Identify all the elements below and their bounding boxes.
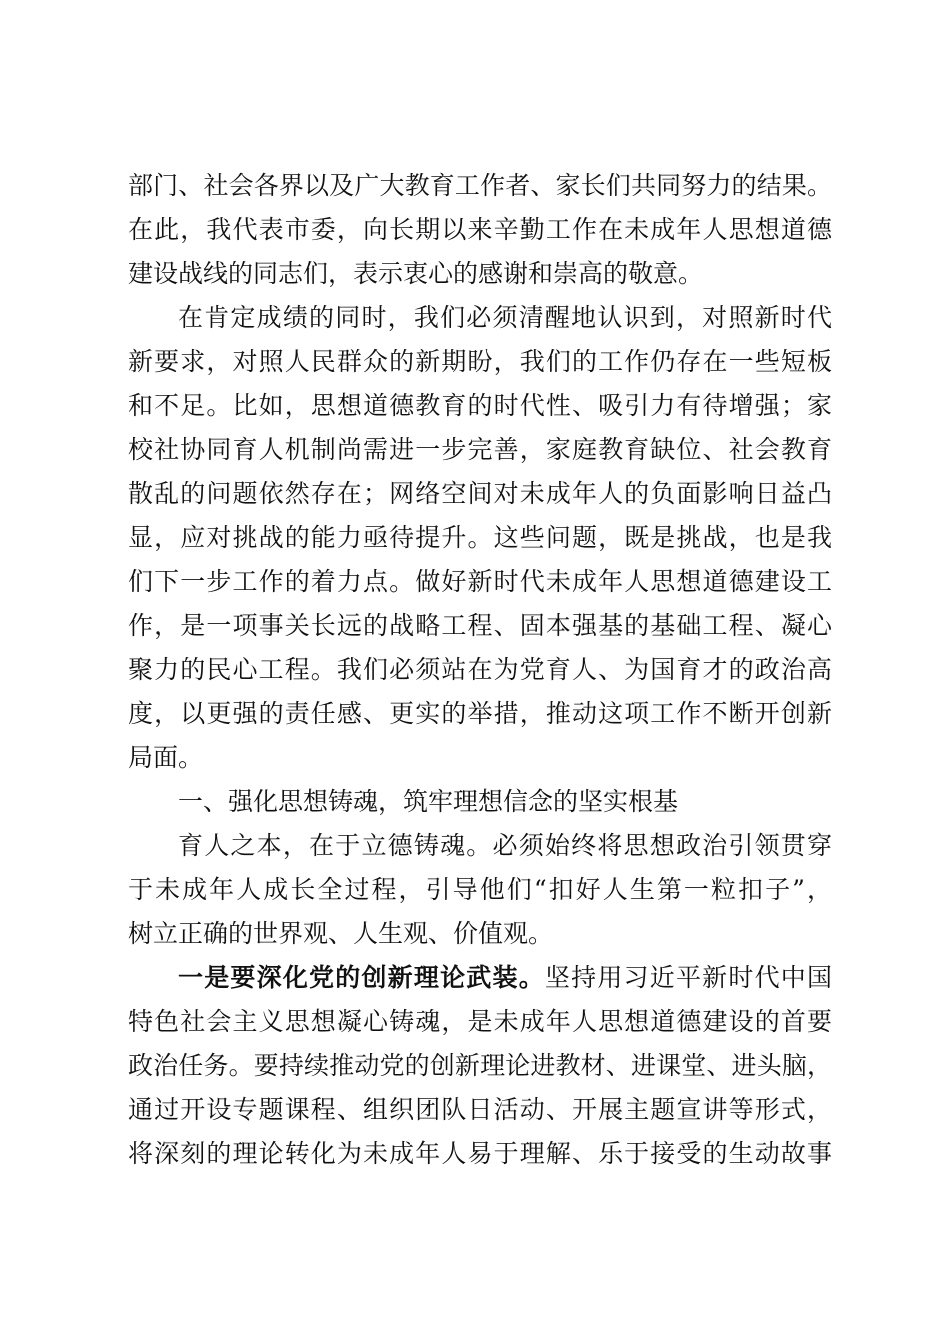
text-line: 特色社会主义思想凝心铸魂，是未成年人思想道德建设的首要: [128, 1007, 832, 1036]
text-line: 在此，我代表市委，向长期以来辛勤工作在未成年人思想道德: [128, 215, 832, 244]
text-line: 树立正确的世界观、人生观、价值观。: [128, 919, 554, 948]
text-line: 通过开设专题课程、组织团队日活动、开展主题宣讲等形式，: [128, 1095, 832, 1124]
text-line: 局面。: [128, 743, 204, 772]
text-line: 聚力的民心工程。我们必须站在为党育人、为国育才的政治高: [128, 655, 832, 684]
text-line: 新要求，对照人民群众的新期盼，我们的工作仍存在一些短板: [128, 347, 832, 376]
lead-line-rest: 坚持用习近平新时代中国: [544, 963, 832, 992]
paragraph-moral-foundation: [128, 824, 832, 956]
text-line: 部门、社会各界以及广大教育工作者、家长们共同努力的结果。: [128, 171, 832, 200]
text-line: 政治任务。要持续推动党的创新理论进教材、进课堂、进头脑，: [128, 1051, 832, 1080]
paragraph-shortcomings: [128, 296, 832, 780]
text-line: 作，是一项事关长远的战略工程、固本强基的基础工程、凝心: [128, 611, 832, 640]
text-line: 显，应对挑战的能力亟待提升。这些问题，既是挑战，也是我: [128, 523, 832, 552]
text-line: 散乱的问题依然存在；网络空间对未成年人的负面影响日益凸: [128, 479, 832, 508]
text-line: 建设战线的同志们，表示衷心的感谢和崇高的敬意。: [128, 259, 704, 288]
text-line: 育人之本，在于立德铸魂。必须始终将思想政治引领贯穿: [178, 831, 832, 860]
text-line: [128, 956, 832, 1000]
text-line: 在肯定成绩的同时，我们必须清醒地认识到，对照新时代: [178, 303, 832, 332]
section-heading: [128, 780, 832, 824]
text-line: 们下一步工作的着力点。做好新时代未成年人思想道德建设工: [128, 567, 832, 596]
bold-lead-phrase: 一是要深化党的创新理论武装。: [178, 963, 545, 992]
text-line: 校社协同育人机制尚需进一步完善，家庭教育缺位、社会教育: [128, 435, 832, 464]
text-line: 度，以更强的责任感、更实的举措，推动这项工作不断开创新: [128, 699, 832, 728]
body-text: [128, 164, 832, 1176]
text-line: 将深刻的理论转化为未成年人易于理解、乐于接受的生动故事: [128, 1139, 832, 1168]
heading-line: 一、强化思想铸魂，筑牢理想信念的坚实根基: [178, 787, 679, 816]
text-line: 和不足。比如，思想道德教育的时代性、吸引力有待增强；家: [128, 391, 832, 420]
paragraph-theory-armament: [128, 956, 832, 1176]
paragraph-acknowledgement: [128, 164, 832, 296]
text-line: 于未成年人成长全过程，引导他们“扣好人生第一粒扣子”，: [128, 875, 832, 904]
